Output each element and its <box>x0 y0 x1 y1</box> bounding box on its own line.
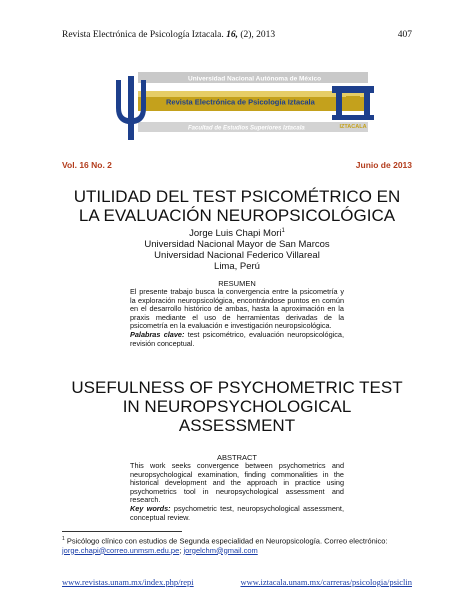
banner-journal-text: Revista Electrónica de Psicología Iztacala <box>166 97 315 107</box>
journal-issue: (2), 2013 <box>240 30 276 40</box>
affiliation: Universidad Nacional Mayor de San Marcos <box>144 239 330 251</box>
resumen-body <box>130 288 344 348</box>
journal-banner <box>88 66 386 148</box>
abstract-text: This work seeks convergence between psychometrics and neuropsychological examination, finding commonalities in the historical development and the approach in practice using psychometrics tool in neuropsychological assessment and research. <box>130 461 344 505</box>
spanish-title <box>40 187 434 225</box>
journal-citation <box>62 30 275 40</box>
english-title-line: IN NEUROPSYCHOLOGICAL <box>122 397 352 416</box>
page-number: 407 <box>397 30 412 40</box>
iztacala-logo-text: IZTACALA <box>339 124 367 130</box>
journal-name: Revista Electrónica de Psicología Iztacala. <box>62 30 224 40</box>
english-title <box>40 378 434 435</box>
abstract-keywords: psychometric test, neuropsychological assessment, conceptual review. <box>130 503 344 522</box>
author-block <box>60 226 414 272</box>
banner-university-text: Universidad Nacional Autónoma de México <box>188 75 322 83</box>
author-footnote-marker[interactable]: 1 <box>281 228 285 234</box>
issue-date: Junio de 2013 <box>355 160 412 170</box>
resumen-heading: RESUMEN <box>218 279 256 288</box>
affiliation: Universidad Nacional Federico Villareal <box>154 250 320 262</box>
spanish-title-line: UTILIDAD DEL TEST PSICOMÉTRICO EN <box>73 187 401 206</box>
footnote: $^1$ Psicólogo clínico con estudios de Segunda especialidad en Neuropsicología. Correo electrónico: jorge.chapi@correo.unmsm.edu.pe; jorgelchm@gmail.com <box>62 536 388 555</box>
resumen-keywords-label: Palabras clave: <box>130 329 185 339</box>
resumen-keywords: test psicométrico, evaluación neuropsicológica, revisión conceptual. <box>130 329 344 348</box>
abstract-body <box>130 462 344 522</box>
footer-link-revistas[interactable]: www.revistas.unam.mx/index.php/repi <box>62 577 194 587</box>
resumen-text: El presente trabajo busca la convergencia entre la psicometría y la exploración neuropsicológica, encontrándose puntos en común en el desarrollo histórico de ambas, hasta la aproximación en la praxis mediante el uso de herramientas derivadas de la psicometría en la evaluación e investigación neuropsicológica. <box>130 287 344 331</box>
author-name: Jorge Luis Chapi Mori$^1$ <box>189 228 285 240</box>
footnote-divider <box>62 531 182 532</box>
journal-volume: 16, <box>226 30 238 40</box>
english-title-line: ASSESSMENT <box>178 416 296 435</box>
volume-line <box>62 160 412 170</box>
page-footer <box>62 577 412 587</box>
footnote-text: Psicólogo clínico con estudios de Segunda especialidad en Neuropsicología. Correo electrónico: <box>66 536 388 546</box>
footer-link-iztacala[interactable]: www.iztacala.unam.mx/carreras/psicologia/psiclin <box>240 577 412 587</box>
abstract-keywords-label: Key words: <box>130 503 171 513</box>
running-header <box>62 30 412 40</box>
affiliation-location: Lima, Perú <box>214 261 260 273</box>
footnote-marker: 1 <box>62 536 65 542</box>
english-title-line: USEFULNESS OF PSYCHOMETRIC TEST <box>71 378 403 397</box>
volume-number: Vol. 16 No. 2 <box>62 160 112 170</box>
email-link-unmsm[interactable]: jorge.chapi@correo.unmsm.edu.pe <box>62 545 180 555</box>
email-link-gmail[interactable]: jorgelchm@gmail.com <box>183 545 258 555</box>
banner-faculty-text: Facultad de Estudios Superiores Iztacala <box>188 125 305 132</box>
spanish-title-line: LA EVALUACIÓN NEUROPSICOLÓGICA <box>78 206 396 225</box>
abstract-heading: ABSTRACT <box>216 453 257 462</box>
